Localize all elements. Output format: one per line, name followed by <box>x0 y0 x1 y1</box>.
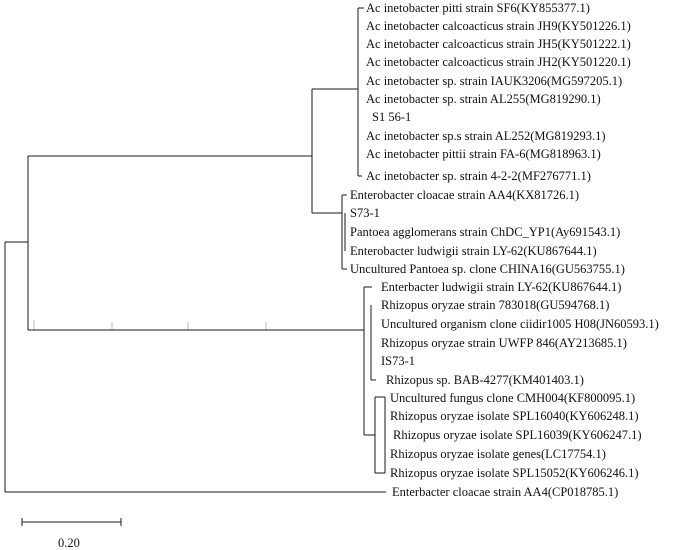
leaf-label: Rhizopus oryzae isolate SPL16040(KY606248.1) <box>390 409 639 423</box>
leaf-label: Ac inetobacter sp. strain IAUK3206(MG597205.1) <box>366 74 623 88</box>
leaf-label: Ac inetobacter calcoacticus strain JH9(KY501226.1) <box>366 19 631 33</box>
tree-branches <box>5 8 386 492</box>
leaf-label: Enterobacter ludwigii strain LY-62(KU867644.1) <box>350 244 597 258</box>
scale-bar-label: 0.20 <box>58 536 80 550</box>
leaf-label: Uncultured fungus clone CMH004(KF800095.1) <box>390 391 636 405</box>
leaf-label: Uncultured organism clone ciidir1005 H08(JN60593.1) <box>381 317 659 331</box>
leaf-label: Rhizopus oryzae isolate SPL15052(KY606246.1) <box>390 466 639 480</box>
scale-bar <box>22 518 121 550</box>
leaf-label: Rhizopus sp. BAB-4277(KM401403.1) <box>386 373 584 387</box>
leaf-labels <box>350 1 659 499</box>
leaf-label: IS73-1 <box>381 354 416 368</box>
leaf-label: Ac inetobacter calcoacticus strain JH2(KY501220.1) <box>366 55 631 69</box>
leaf-label: Enterobacter cloacae strain AA4(KX81726.1) <box>350 188 580 202</box>
leaf-label: S73-1 <box>350 206 380 220</box>
leaf-label: Rhizopus oryzae isolate genes(LC17754.1) <box>390 447 606 461</box>
leaf-label: Ac inetobacter sp. strain AL255(MG819290.1) <box>366 92 601 106</box>
leaf-label: Enterbacter cloacae strain AA4(CP018785.1) <box>392 485 619 499</box>
leaf-label: Rhizopus oryzae isolate SPL16039(KY606247.1) <box>393 428 642 442</box>
leaf-label: Enterbacter ludwigii strain LY-62(KU867644.1) <box>381 280 622 294</box>
leaf-label: Rhizopus oryzae strain UWFP 846(AY213685.1) <box>381 336 627 350</box>
leaf-label: S1 56-1 <box>372 110 412 124</box>
leaf-label: Uncultured Pantoea sp. clone CHINA16(GU563755.1) <box>350 262 625 276</box>
leaf-label: Ac inetobacter sp. strain 4-2-2(MF276771.1) <box>366 169 591 183</box>
leaf-label: Ac inetobacter sp.s strain AL252(MG819293.1) <box>366 129 606 143</box>
leaf-label: Ac inetobacter pittii strain FA-6(MG818963.1) <box>366 147 601 161</box>
leaf-label: Rhizopus oryzae strain 783018(GU594768.1) <box>381 298 610 312</box>
axis-ticks <box>34 320 266 330</box>
leaf-label: Ac inetobacter pitti strain SF6(KY855377.1) <box>366 1 590 15</box>
leaf-label: Ac inetobacter calcoacticus strain JH5(KY501222.1) <box>366 37 631 51</box>
leaf-label: Pantoea agglomerans strain ChDC_YP1(Ay691543.1) <box>350 225 621 239</box>
